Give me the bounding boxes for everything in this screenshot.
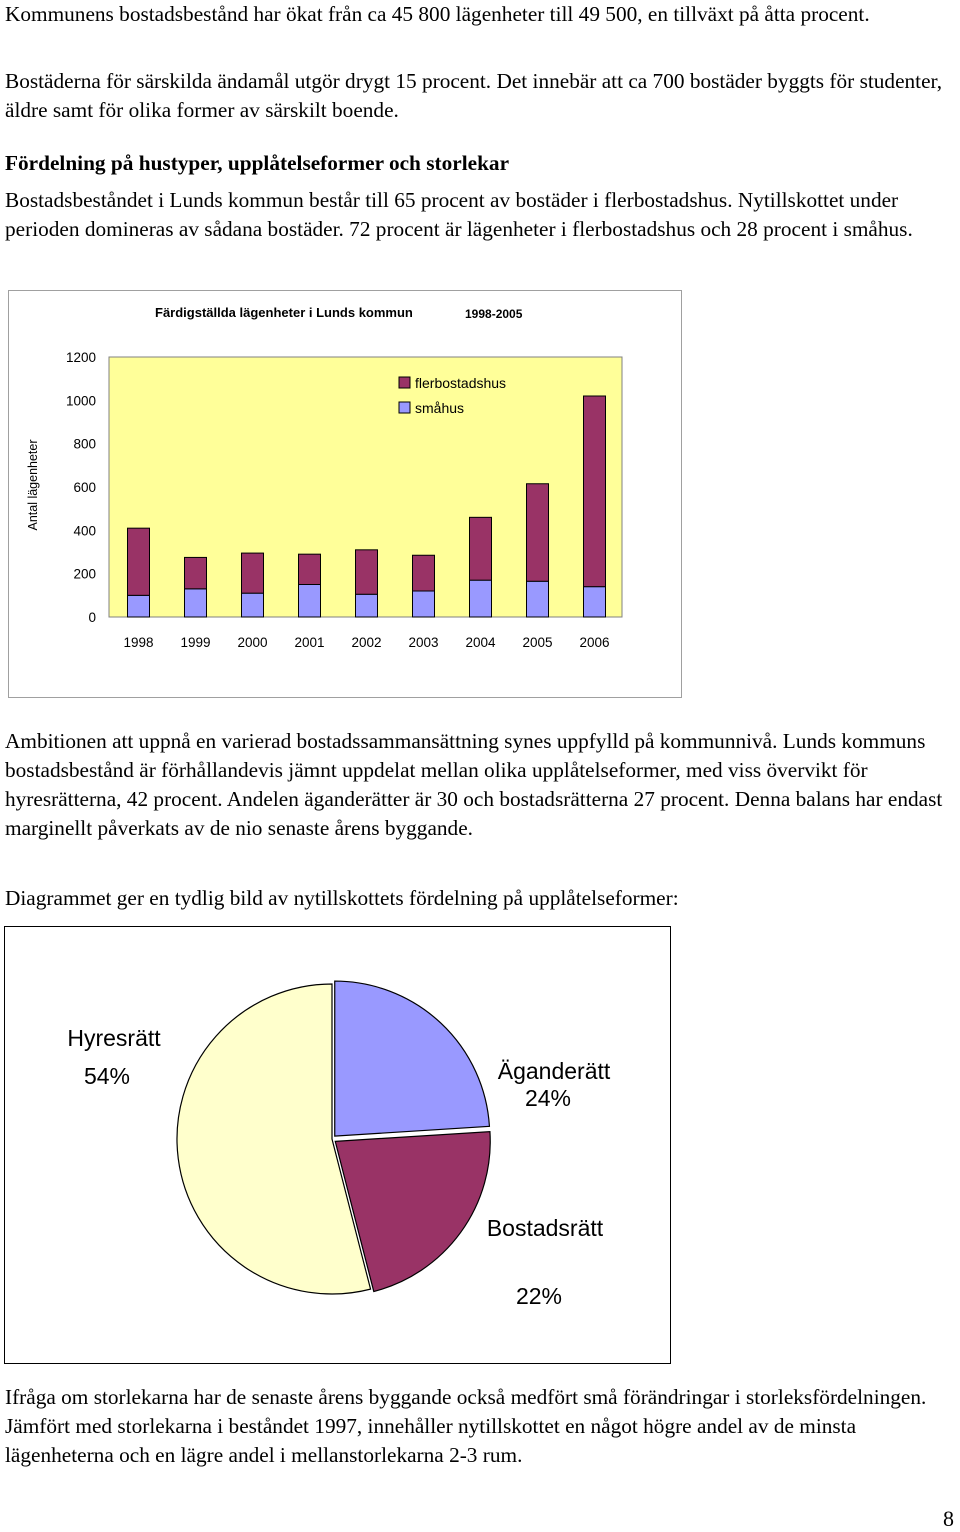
pie-value-label: 22% [515, 1283, 563, 1309]
diagram-intro-paragraph: Diagrammet ger en tydlig bild av nytillskottets fördelning på upplåtelseformer: [5, 886, 679, 910]
pie-label: Hyresrätt [67, 1025, 161, 1051]
bar-flerbostadshus [413, 555, 435, 591]
pie-label: Äganderätt [497, 1058, 611, 1084]
bar-smahus [470, 580, 492, 617]
x-tick-label: 2006 [579, 635, 610, 650]
pie-slice-gandertt [335, 981, 490, 1136]
bar-flerbostadshus [356, 550, 378, 594]
bar-smahus [413, 591, 435, 617]
sizes-paragraph: Ifråga om storlekarna har de senaste årens byggande också medfört små förändringar i storleksfördelningen. Jämfört med storlekarna i beståndet 1997, innehåller nytillskottet en något högre andel av de minsta lägenheterna och en lägre andel i mellanstorlekarna 2-3 rum. [5, 1385, 927, 1467]
x-tick-label: 2004 [465, 635, 496, 650]
chart-title: Färdigställda lägenheter i Lunds kommun [155, 305, 413, 320]
y-tick-label: 0 [88, 610, 96, 625]
intro-paragraph: Kommunens bostadsbestånd har ökat från ca 45 800 lägenheter till 49 500, en tillväxt på åtta procent. [5, 2, 870, 26]
bar-flerbostadshus [299, 554, 321, 584]
bar-flerbostadshus [470, 517, 492, 580]
section-heading: Fördelning på hustyper, upplåtelseformer och storlekar [5, 151, 510, 175]
bar-smahus [584, 587, 606, 617]
y-tick-label: 800 [73, 436, 96, 452]
bar-flerbostadshus [185, 557, 207, 588]
bar-flerbostadshus [128, 528, 150, 595]
chart-title-years: 1998-2005 [465, 307, 523, 321]
bar-smahus [185, 589, 207, 617]
y-tick-label: 400 [73, 523, 96, 539]
pie-value-label: 24% [524, 1085, 572, 1111]
pie-chart-frame [4, 926, 671, 1364]
bar-flerbostadshus [527, 484, 549, 582]
y-tick-label: 600 [73, 480, 96, 495]
legend-swatch-flerbostadshus [399, 377, 410, 388]
bar-smahus [356, 594, 378, 617]
bar-chart [9, 291, 681, 697]
x-tick-label: 2003 [408, 635, 439, 650]
legend-label-smahus: småhus [415, 400, 465, 416]
legend-swatch-smahus [399, 402, 410, 413]
pie-value-label: 54% [83, 1063, 131, 1089]
bar-chart-frame [8, 290, 682, 698]
tenure-paragraph: Ambitionen att uppnå en varierad bostadssammansättning synes uppfylld på kommunnivå. Lunds kommuns bostadsbestånd är förhållandevis jämnt uppdelat mellan olika upplåtelseformer, med viss övervikt för hyresrätterna, 42 procent. Andelen äganderätter är 30 och bostadsrätterna 27 procent. Denna balans har endast marginellt påverkats av de nio senaste årens byggande. [5, 729, 943, 840]
pie-label: Bostadsrätt [486, 1215, 604, 1241]
bar-flerbostadshus [584, 396, 606, 587]
y-tick-label: 1200 [65, 350, 96, 365]
bar-smahus [527, 581, 549, 617]
bar-flerbostadshus [242, 553, 264, 593]
bar-smahus [299, 585, 321, 618]
x-tick-label: 1999 [180, 635, 211, 650]
y-tick-label: 200 [73, 566, 96, 582]
bar-smahus [242, 593, 264, 617]
special-housing-paragraph: Bostäderna för särskilda ändamål utgör drygt 15 procent. Det innebär att ca 700 bostäder byggts för studenter, äldre samt för olika former av särskilt boende. [5, 69, 943, 122]
x-tick-label: 2001 [294, 635, 325, 650]
y-tick-label: 1000 [65, 393, 96, 409]
x-tick-label: 2005 [522, 635, 553, 650]
y-axis-label: Antal lägenheter [26, 439, 40, 531]
pie-chart [5, 927, 670, 1363]
bar-smahus [128, 595, 150, 617]
x-tick-label: 2002 [351, 635, 382, 650]
housing-types-paragraph: Bostadsbeståndet i Lunds kommun består till 65 procent av bostäder i flerbostadshus. Nytillskottet under perioden domineras av sådana bostäder. 72 procent är lägenheter i flerbostadshus och 28 procent i småhus. [5, 188, 913, 241]
x-tick-label: 2000 [237, 635, 268, 650]
page-number: 8 [943, 1506, 954, 1531]
legend-label-flerbostadshus: flerbostadshus [415, 375, 507, 391]
x-tick-label: 1998 [123, 635, 154, 650]
